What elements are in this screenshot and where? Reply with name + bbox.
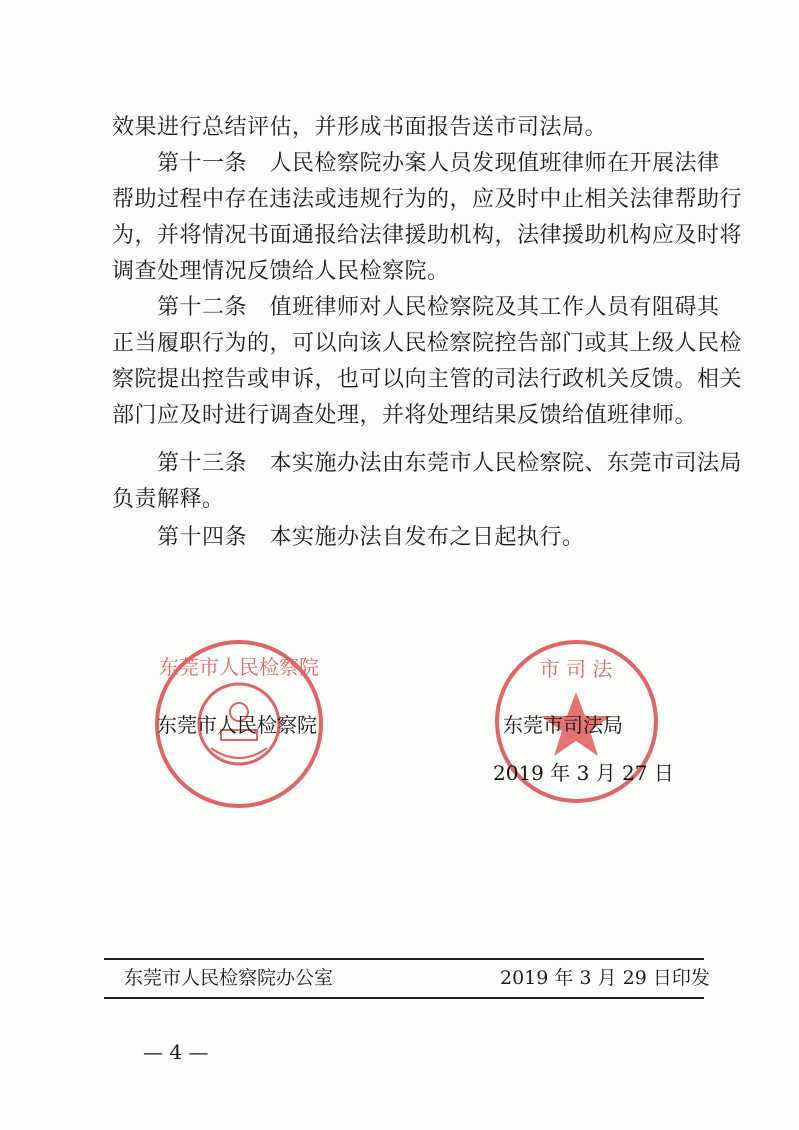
footer-bottom-rule [104,997,704,999]
body-line: 察院提出控告或申诉，也可以向主管的司法行政机关反馈。相关 [112,367,743,392]
article-12-line: 第十二条 值班律师对人民检察院及其工作人员有阻碍其 [157,295,720,320]
footer-issuer: 东莞市人民检察院办公室 [124,967,334,989]
article-11-line: 第十一条 人民检察院办案人员发现值班律师在开展法律 [157,151,720,176]
justice-bureau-signature: 东莞市司法局 [503,713,623,737]
svg-text:东莞市人民检察院: 东莞市人民检察院 [159,655,319,679]
procuratorate-signature: 东莞市人民检察院 [157,713,317,737]
footer-top-rule [104,958,704,960]
page-number: — 4 — [143,1040,209,1064]
svg-text:市 司 法: 市 司 法 [539,657,613,681]
article-13-line: 第十三条 本实施办法由东莞市人民检察院、东莞市司法局 [157,451,743,476]
body-line: 负责解释。 [112,487,225,512]
body-line: 为，并将情况书面通报给法律援助机构，法律援助机构应及时将 [112,223,743,248]
article-14-line: 第十四条 本实施办法自发布之日起执行。 [157,525,585,550]
signature-date: 2019 年 3 月 27 日 [493,761,674,785]
footer-issue-date: 2019 年 3 月 29 日印发 [500,967,710,989]
body-line: 调查处理情况反馈给人民检察院。 [112,259,450,284]
body-line: 帮助过程中存在违法或违规行为的，应及时中止相关法律帮助行 [112,187,743,212]
body-line: 部门应及时进行调查处理，并将处理结果反馈给值班律师。 [112,403,698,428]
body-line: 正当履职行为的，可以向该人民检察院控告部门或其上级人民检 [112,331,743,356]
body-line: 效果进行总结评估，并形成书面报告送市司法局。 [112,115,608,140]
